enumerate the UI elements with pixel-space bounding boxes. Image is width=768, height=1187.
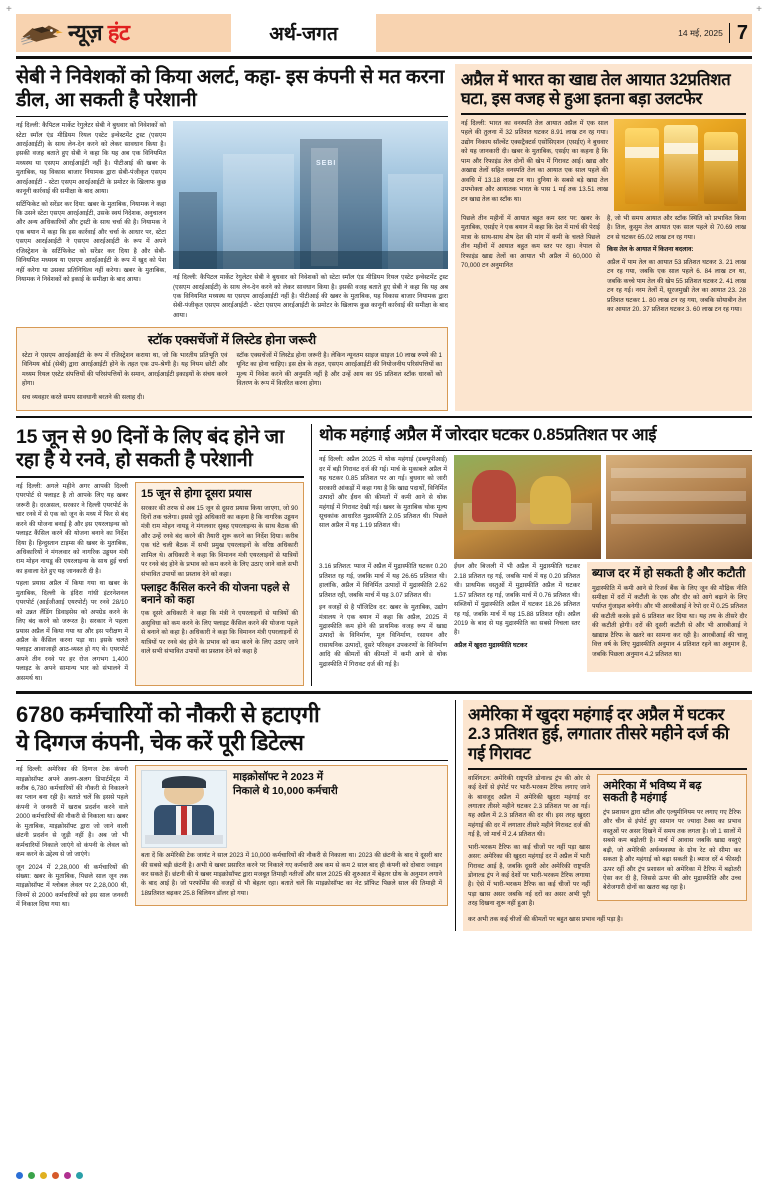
mid-divider-rule [16, 416, 752, 419]
layoff-headline-line-1: 6780 कर्मचारियों को नौकरी से हटाएगी [16, 701, 320, 727]
logo-wordmark [68, 22, 129, 44]
box-stock-headline: स्टॉक एक्सचेंजों में लिस्टेड होना जरूरी [147, 333, 317, 348]
wpi-footer: अप्रैल में खुदरा मुद्रास्फीति घटकर [454, 641, 528, 649]
box-microsoft-headline-2: निकाले थे 10,000 कर्मचारी [233, 784, 338, 797]
wpi-para-1: नई दिल्ली: अप्रैल 2025 में थोक महंगाई (डब्ल्यूपीआई) दर में बड़ी गिरावट दर्ज की गई। मार्च के मुकाबले अप्रैल में यह घटकर 0.85 प्रतिशत पर आ गई। बुधवार को जारी सरकारी आंकड़ों में कहा गया है कि खाद्य पदार्थों, विनिर्मित उत्पादों और ईंधन की कीमतों में कमी आने से थोक महंगाई में गिरावट देखी गई। खबर के मुताबिक थोक मूल्य सूचकांक आधारित मुद्रास्फीति 2.05 प्रतिशत थी। पिछले साल अप्रैल में यह 1.19 प्रतिशत थी। [319, 456, 447, 530]
edible-oil-photo [614, 119, 746, 211]
runway-rule [16, 476, 304, 478]
logo-text-black: न्यूज़ [68, 20, 103, 45]
article-layoff [16, 700, 448, 932]
sebi-para-3: नई दिल्ली: कैपिटल मार्केट रेगुलेटर सेबी ने बुधवार को निवेशकों को स्टेटा स्मॉल एंड मीडियम रियल एस्टेट इन्वेस्टमेंट ट्रस्ट (एसएम आरईआईटी) के साथ लेन-देन करने को लेकर सावधान किया है। इसकी वजह बताते हुए सेबी ने कहा कि यह अब एक विनियमित मध्यस्थ या एसएम आरईआईटी नहीं है। पीटीआई की खबर के मुताबिक, यह विकास बाजार नियामक द्वारा सेबी-पंजीकृत एसएम आरईआईटी - स्टेटा एसएम आरईआईटी के प्रमोटर के खिलाफ कुछ कानूनी कार्रवाई की समीक्षा के बाद आया। [173, 274, 448, 319]
date-page-block [376, 14, 752, 52]
article-us-cpi [463, 700, 752, 932]
top-zone [16, 64, 752, 411]
oil-subhead-which: किस तेल के आयात में कितना बदलाव: [607, 246, 694, 254]
box-runway-subhead: फ्लाइट कैंसिल करने की योजना पहले से बनाने को कहा [141, 582, 290, 607]
oil-rule [461, 113, 746, 115]
article-wpi [319, 424, 752, 686]
wpi-headline: थोक महंगाई अप्रैल में जोरदार घटकर 0.85प्रतिशत पर आई [319, 426, 657, 445]
middle-zone [16, 424, 752, 686]
runway-headline: 15 जून से 90 दिनों के लिए बंद होने जा रहा है ये रनवे, हो सकती है परेशानी [16, 426, 284, 472]
section-title: अर्थ-जगत [231, 14, 376, 52]
page-number: 7 [729, 23, 748, 43]
runway-para-1: नई दिल्ली: अगले महीने अगर आपकी दिल्ली एयरपोर्ट से फ्लाइट है तो आपके लिए यह खबर जरूरी है। दरअसल, सरकार ने दिल्ली एयरपोर्ट के चार रनवे में से एक को जून के मध्य में फिर से बंद करने की योजना बनाई है और इस एयरलाइन्स को फ्लाइट कैंसिल करने की योजना बनाने का निर्देश दिया है। हिन्दुस्तान टाइम्स की खबर के मुताबिक, अधिकारियों ने मंगलवार को नागरिक उड्डयन मंत्री राम मोहन नायडू की एयरलाइन्स के साथ हुई चर्चा का हवाला देते हुए यह जानकारी दी है। [16, 482, 128, 575]
wpi-para-4: ईंधन और बिजली में भी अप्रैल में मुद्रास्फीति घटकर 2.18 प्रतिशत रह गई, जबकि मार्च में यह 0.20 प्रतिशत थी। प्राथमिक वस्तुओं में मुद्रास्फीति अप्रैल में घटकर 1.57 प्रतिशत रह गई, जबकि मार्च में 0.76 प्रतिशत थी। सब्जियों में मुद्रास्फीति अप्रैल में घटकर 18.26 प्रतिशत रह गई, जबकि मार्च में यह 15.88 प्रतिशत रही। अप्रैल 2019 के बाद से यह मुद्रास्फीति का सबसे निचला स्तर है। [454, 563, 580, 637]
oil-para-2: पिछले तीन महीनों में आयात बहुत कम स्तर पर: खबर के मुताबिक, एसईए ने एक बयान में कहा कि देश में मार्च की पेराई मात्रा के साथ-साथ शेष देश की मांग में कमी के चलते पिछले तीन महीनों में आयात बहुत कम स्तर पर रहा। नेपाल से रिफाइंड खाद्य तेलों का आयात भी अप्रैल में 60,000 से 70,000 टन अनुमानित [461, 215, 600, 270]
newspaper-logo[interactable] [16, 14, 231, 52]
box-runway-text: सरकार की तरफ से अब 15 जून से दूसरा प्रयास किया जाएगा, जो 90 दिनों तक चलेगा। इससे जुड़े अधिकारी का कहना है कि नागरिक उड्डयन मंत्री राम मोहन नायडू ने मंगलवार सुबह एयरलाइन्स के साथ बैठक की और उन्हें रनवे बंद करने की तैयारी शुरू करने का निर्देश दिया। करीब एक घंटे चली बैठक में सभी प्रमुख एयरलाइनों के वरिष्ठ अधिकारी शामिल थे। अधिकारी ने कहा कि विमानन मंत्री एयरलाइनों से यात्रियों पर रनवे बंद होने के प्रभाव को कम करने के लिए उठाए जाने वाले सभी संभावित उपायों का प्रस्ताव देने को कहा। [141, 504, 298, 578]
us-cpi-para-2: भारी-भरकम टैरिफ का कई चीजों पर नहीं पड़ा खास असर: अमेरिका की खुदरा महंगाई दर में अप्रैल में भारी गिरावट आई है, जबकि दूसरी ओर अमेरिकी राष्ट्रपति डोनाल्ड ट्रंप ने कई देशों पर भारी-भरकम टैरिफ लगाया है। ऐसे में भारी-भरकम टैरिफ का कई चीजों पर नहीं पड़ा खास असर जबकि नई दरों का असर अभी पूरी तरह दिखना शुरू नहीं हुआ है। [468, 843, 590, 908]
sebi-para-1: नई दिल्ली: कैपिटल मार्केट रेगुलेटर सेबी ने बुधवार को निवेशकों को स्टेटा स्मॉल एंड मीडियम रियल एस्टेट इन्वेस्टमेंट ट्रस्ट (एसएम आरईआईटी) के साथ लेन-देन करने को लेकर सावधान किया है। इसकी वजह बताते हुए सेबी ने कहा कि यह अब एक विनियमित मध्यस्थ या एसएम आरईआईटी नहीं है। पीटीआई की खबर के मुताबिक, यह विकास बाजार नियामक द्वारा सेबी-पंजीकृत एसएम आरईआईटी - स्टेटा एसएम आरईआईटी के प्रमोटर के खिलाफ कुछ कानूनी कार्रवाई की समीक्षा के बाद आया। [16, 122, 166, 196]
layoff-para-1: नई दिल्ली: अमेरिका की दिग्गज टेक कंपनी माइक्रोसॉफ्ट अपने अलग-अलग डिपार्टमेंट्स में करीब 6,780 कर्मचारियों की नौकरी से निकालने का प्लान बना रही है। बताते चलें कि इससे पहले कंपनी ने जनवरी में खराब प्रदर्शन करने वाले 2000 कर्मचारियों की नौकरी से निकाला था। खबर के मुताबिक, माइक्रोसॉफ्ट द्वारा जो जाने वाली छंटनी प्रदर्शन से जुड़ी नहीं है। अब जो भी कर्मचारियों निकाले जाएंगे वो कंपनी के लेवल को कम करने के उद्देश्य से जो जाएंगे। [16, 766, 128, 859]
box-us-inflation [597, 774, 747, 901]
box-microsoft-text: बता दें कि अमेरिकी टेक जायंट ने साल 2023 में 10,000 कर्मचारियों की नौकरी से निकाला था। 2023 की छंटनी के बाद ये दूसरी बार की सबसे बड़ी छंटनी है। अभी ये खबर प्रसारित करने पर निकाले गए कर्मचारी अब कम से कम 2 साल बाद ही कंपनी को दोबारा ज्वाइन कर सकते हैं। छंटनी की ये खबर माइक्रोसॉफ्ट द्वारा मजबूत तिमाही नतीजों और साल 2025 की शुरुआत में बेहतर ग्रोथ के अनुमान लगाने के बाद आई है। जो परफॉर्मेंस की वजहों से भी बेहतर रहा। बताते चलें कि माइक्रोसॉफ्ट का नेट प्रॉफिट पिछले साल की तिमाही में 18प्रतिशत बढ़कर 25.8 बिलियन डॉलर हो गया। [141, 852, 442, 897]
masthead-rule [16, 56, 752, 59]
wpi-rule [319, 450, 752, 452]
box-microsoft [135, 765, 448, 906]
sebi-headline: सेबी ने निवेशकों को किया अलर्ट, कहा- इस कंपनी से मत करना डील, आ सकती है परेशानी [16, 65, 445, 111]
wpi-para-2: 3.16 प्रतिशत: प्याज में अप्रैल में मुद्रास्फीति घटकर 0.20 प्रतिशत रह गई, जबकि मार्च में यह 26.65 प्रतिशत थी। हालांकि, अप्रैल में विनिर्मित उत्पादों में मुद्रास्फीति 2.62 प्रतिशत रही, जबकि मार्च में यह 3.07 प्रतिशत थी। [319, 563, 447, 599]
businessman-laptop-illustration [141, 770, 227, 848]
box-runway-second-attempt [135, 482, 304, 686]
publication-date: 14 मई, 2025 [678, 27, 723, 38]
vertical-divider-bottom [455, 700, 456, 932]
box-stock-col-2: स्टॉक एक्सचेंजों में लिस्टेड होना जरूरी है। लेकिन न्यूनतम साइज साइज 10 लाख रुपये की 1 यूनिट का होना चाहिए। इस क्षेत्र के तहत, एसएम आरईआईटी की नियोजनीय परिसंपत्तियों का मूल्य में निवेश करने की अनुमति नहीं है और उन्हें आय का 95 प्रतिशत स्टॉक धारकों को वितरण के रूप में वितरित करना होगा। [236, 351, 442, 387]
box-runway-text-2: एक दूसरे अधिकारी ने कहा कि मंत्री ने एयरलाइनों से यात्रियों की असुविधा को कम करने के लिए फ्लाइट कैंसिल करने की योजना पहले से बनाने को कहा है। अधिकारी ने कहा कि विमानन मंत्री एयरलाइनों से यात्रियों पर रनवे बंद होने के प्रभाव को कम करने के लिए उठाए जाने वाले सभी संभावित उपायों का प्रस्ताव देने को कहा है [141, 610, 298, 655]
retail-store-photo [606, 455, 753, 559]
box-interest-text: मुद्रास्फीति में कमी आने से रिजर्व बैंक के लिए जून की मौद्रिक नीति समीक्षा में दरों में कटौती के एक और दौर को आगे बढ़ाने के लिए पर्याप्त गुंजाइश बनेगी। और भी आरबीआई ने रेपो दर में 0.25 प्रतिशत की कटौती करके इसे 6 प्रतिशत कर दिया था। यह तय के तीसरे दौर की कटौती होगी। दरों की दूसरी कटौती से और भी आरबीआई ने खाद्यान्न टैरिफ के खतरे का सामना कर रही है। आरबीआई की चालू वित्त वर्ष के लिए मुद्रास्फीति अनुमान 4 प्रतिशत रहने का अनुमान है, जबकि पिछला अनुमान 4.2 प्रतिशत था। [592, 584, 747, 658]
crop-mark-tl: + [6, 4, 12, 15]
sebi-rule [16, 116, 448, 118]
sebi-para-2: सर्टिफिकेट को सरेंडर कर दिया: खबर के मुताबिक, नियामक ने कहा कि उसने स्टेटा एसएम आरईआईटी, उसके स्वयं निदेशक, अनुचालन और अन्य अधिकारियों और ट्रस्टी के साथ चर्चा की है। नियामक ने एक बयान में कहा कि इस कार्रवाई और चर्चा के आधार पर, स्टेटा एसएम आरईआईटी ने एसएम आरईआईटी के रूप में अपने रजिस्ट्रेशन के सर्टिफिकेट को सरेंडर कर दिया है और सेबी-विनियमित मध्यस्थ या एसएम आरईआईटी के रूप में खुद को पेश नहीं करेगा या उसका प्रतिनिधित्व नहीं करेगा। खबर के मुताबिक, नियामक ने निवेशकों को इकाई के समीक्षा के बाद आया। [16, 200, 166, 284]
bottom-zone [16, 700, 752, 932]
layoff-headline-line-2: ये दिग्गज कंपनी, चेक करें पूरी डिटेल्स [16, 729, 304, 755]
article-oil [455, 64, 752, 411]
vertical-divider-mid [311, 424, 312, 686]
oil-para-3: है, जो भी समय आयात और स्टॉक स्थिति को प्रभावित किया है। तिल, कुसुम तेल आयात एक साल पहले से 70.69 लाख टन से घटकर 65.02 लाख टन रह गया। [607, 215, 746, 241]
box-interest-rate [587, 562, 752, 672]
layoff-para-2: जून 2024 में 2,28,000 थी कर्मचारियों की संख्या: खबर के मुताबिक, पिछले साल जून तक माइक्रोसॉफ्ट में ग्लोबल लेवल पर 2,28,000 थी, जिनमें से 2000 कर्मचारियों को इस साल जनवरी में निकाल दिया गया था। [16, 863, 128, 909]
box-stock-footer: सच व्यवहार करते समय सावधानी बरतने की सलाह दी। [22, 394, 145, 402]
registration-color-dots [16, 1172, 83, 1179]
box-microsoft-headline-1: माइक्रोसॉफ्ट ने 2023 में [233, 771, 324, 784]
article-sebi [16, 64, 448, 411]
vegetable-market-photo [454, 455, 601, 559]
article-runway [16, 424, 304, 686]
oil-para-4: अप्रैल में पाम तेल का आयात 53 प्रतिशत घटकर 3. 21 लाख टन रह गया, जबकि एक साल पहले 6. 84 लाख टन था, जबकि कच्चे पाम तेल की खेप 55 प्रतिशत घटकर 2. 41 लाख टन रह गई। नरम तेलों में, सूरजमुखी तेल का आयात 23. 28 प्रतिशत घटकर 1. 80 लाख टन रह गया, जबकि सोयाबीन तेल का आयात 20. 37 प्रतिशत घटकर 3. 60 लाख टन रह गया। [607, 258, 746, 313]
oil-para-1: नई दिल्ली: भारत का वनस्पति तेल आयात अप्रैल में एक साल पहले की तुलना में 32 प्रतिशत घटकर 8.91 लाख टन रह गया। उद्योग निकाय सॉल्वेंट एक्सट्रैक्टर्स एसोसिएशन (एसईए) ने बुधवार को यह जानकारी दी। खबर के मुताबिक, एसईए का कहना है कि पाम और रिफाइंड तेल दोनों की खेप में गिरावट आई। खाद्य और अखाद्य तेलों सहित वनस्पति तेल का आयात एक साल पहले की अवधि में 13.18 लाख टन था। दुनिया के सबसे बड़े खाद्य तेल उपभोक्ता और आयातक भारत के पास 1 मई तक 13.51 लाख टन खाद्य तेल का स्टॉक था। [461, 120, 608, 203]
eagle-bird-icon [20, 19, 64, 47]
box-us-inflation-headline-1: अमेरिका में भविष्य में बढ़ [603, 779, 702, 792]
us-cpi-rule [468, 768, 747, 770]
us-cpi-headline: अमेरिका में खुदरा महंगाई दर अप्रैल में घटकर 2.3 प्रतिशत हुई, लगातार तीसरे महीने दर्ज की गई गिरावट [468, 705, 729, 763]
us-cpi-para-1: वाशिंगटन: अमेरिकी राष्ट्रपति डोनाल्ड ट्रंप की ओर से कई देशों से इंपोर्ट पर भारी-भरकम टैरिफ लगाए जाने के बावजूद अप्रैल में अमेरिकी खुदरा महंगाई दर लगातार तीसरे महीने घटकर 2.3 प्रतिशत पर आ गई। यह अप्रैल में 2.3 प्रतिशत की दर थी। इस तरह खुदरा महंगाई की दर में लगातार तीसरे महीने गिरावट दर्ज की गई है, जो मार्च में 2.4 प्रतिशत थी। [468, 774, 590, 839]
logo-text-red: हंट [107, 20, 130, 45]
box-runway-headline: 15 जून से होगा दूसरा प्रयास [141, 487, 252, 500]
sebi-building-photo: SEBI [173, 121, 448, 269]
box-stock-exchange [16, 327, 448, 411]
box-stock-col-1: स्टेटा ने एसएम आरईआईटी के रूप में रजिस्ट्रेशन कराया था, जो कि भारतीय प्रतिभूति एवं विनिमय बोर्ड (सेबी) द्वारा आरईआईटी होने के तहत एक उप-श्रेणी है। यह नियम छोटी और मध्यम रियल एस्टेट संपत्तियों की परिसंपत्तियों के समान, आरईआईटी इकाइयों के संचय करने होगा। [22, 351, 228, 387]
bottom-divider-rule [16, 691, 752, 694]
masthead [16, 14, 752, 52]
wpi-para-3: इन वजहों से है पॉजिटिव दर: खबर के मुताबिक, उद्योग मंत्रालय ने एक बयान में कहा कि अप्रैल, 2025 में मुद्रास्फीति कम होने की प्राथमिक वजह रूप में खाद्य उत्पादों के विनिर्माण, मूल विनिर्माण, रसायन और रासायनिक उत्पादों, दूसरे परिवहन उपकरणों के विनिर्माण आदि की कीमतों की कीमतों में कमी आने से थोक मुद्रास्फीति में गिरावट दर्ज की गई है। [319, 604, 447, 668]
oil-headline: अप्रैल में भारत का खाद्य तेल आयात 32प्रतिशत घटा, इस वजह से हुआ इतना बड़ा उलटफेर [461, 70, 731, 108]
box-interest-headline: ब्याज दर में हो सकती है और कटौती [592, 566, 746, 581]
box-us-inflation-text: ट्रंप प्रशासन द्वारा स्टील और एल्युमीनियम पर लगाए गए टैरिफ और चीन से इंपोर्ट हुए सामान पर ज्यादा टैक्स का प्रभाव वस्तुओं पर असर दिखने में समय तक लगता है। जो 1 सालों में सबसे कम बढ़ोतरी है। मार्च में आवास जबकि खाद्य वस्तुएं बढ़ी, जो अमेरिकी अर्थव्यवस्था के ग्रोथ रेट को सीमा कर सकता है और महंगाई को बढ़ा सकती है। ब्याज दरें 4 फीसदी ऊपर रहीं और ट्रंप प्रशासन को अमेरिका में टैरिफ में बढ़ोतरी ऐसा कर दी है, जिससे ऊपर की ओर मुद्रास्फीति और उच्च बेरोजगारी दोनों का खतरा बढ़ रहा है। [603, 808, 741, 892]
crop-mark-tr: + [756, 4, 762, 15]
runway-para-2: पहला प्रयास अप्रैल में किया गया था खबर के मुताबिक, दिल्ली के इंदिरा गांधी इंटरनेशनल एयरपोर्ट (आईजीआई एयरपोर्ट) पर रनवे 28/10 को उन्नत लैंडिंग डिवाइसेस को अपग्रेड करने के लिए बंद करने को जरूरत है। सरकार ने पहला प्रयास अप्रैल में किया गया था और इस परीक्षण में अप्रैल के कैंसिल करना पड़ा था। इसके चलते फ्लाइट आवाजाही आठ-व्यस्त हो गए थे। एयरपोर्ट अपने तीन रनवे पर हर रोज लगभग 1,400 फ्लाइट के अपने सामान्य भार को संभालने में असमर्थ था। [16, 580, 128, 682]
layoff-rule [16, 760, 448, 762]
box-us-inflation-headline-2: सकती है महंगाई [603, 792, 667, 805]
us-cpi-footer: कर अभी तक कई चीजों की कीमतों पर बहुत खास प्रभाव नहीं पड़ा है। [468, 915, 623, 923]
